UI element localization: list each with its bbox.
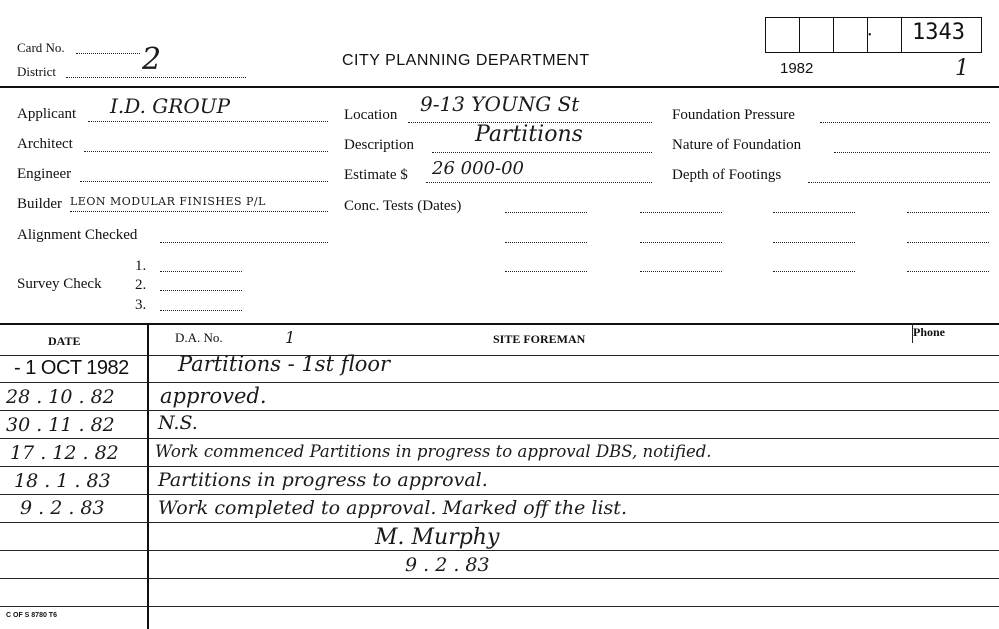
alignment-line bbox=[160, 242, 328, 243]
survey-num-2: 2. bbox=[135, 277, 147, 293]
architect-label: Architect bbox=[17, 136, 73, 152]
department-title: CITY PLANNING DEPARTMENT bbox=[342, 52, 590, 69]
depth-footings-label: Depth of Footings bbox=[672, 167, 782, 183]
form-code: C OF S 8780 T6 bbox=[6, 612, 57, 619]
table-row-date: - 1 OCT 1982 bbox=[14, 357, 129, 379]
survey-num-1: 1. bbox=[135, 258, 147, 274]
table-row-note: N.S. bbox=[158, 412, 198, 434]
conc-line-8 bbox=[907, 242, 989, 243]
conc-line-10 bbox=[640, 271, 722, 272]
table-row-note: Partitions in progress to approval. bbox=[158, 469, 488, 491]
row-line-10 bbox=[0, 606, 999, 607]
row-line-8 bbox=[0, 550, 999, 551]
foundation-pressure-line bbox=[820, 122, 990, 123]
card-number: 1343 bbox=[912, 20, 965, 45]
table-row-date: 30 . 11 . 82 bbox=[6, 414, 115, 436]
location-label: Location bbox=[344, 107, 398, 123]
builder-value: LEON MODULAR FINISHES P/L bbox=[70, 195, 266, 208]
builder-line bbox=[70, 211, 328, 212]
da-no-header: D.A. No. bbox=[175, 330, 223, 345]
table-top-rule bbox=[0, 323, 999, 325]
date-header: DATE bbox=[48, 334, 81, 348]
engineer-line bbox=[80, 181, 328, 182]
district-value: 2 bbox=[142, 42, 162, 77]
builder-label: Builder bbox=[17, 196, 62, 212]
table-row-date: 17 . 12 . 82 bbox=[10, 442, 119, 464]
table-row-note: Work commenced Partitions in progress to approval DBS, notified. bbox=[155, 442, 712, 461]
foundation-pressure-label: Foundation Pressure bbox=[672, 107, 795, 123]
table-row-date: 9 . 2 . 83 bbox=[20, 497, 105, 519]
description-line bbox=[432, 152, 652, 153]
row-line-2 bbox=[0, 382, 999, 383]
header-rule bbox=[0, 86, 999, 88]
row-line-4 bbox=[0, 438, 999, 439]
conc-line-4 bbox=[907, 212, 989, 213]
survey-num-3: 3. bbox=[135, 297, 147, 313]
architect-line bbox=[84, 151, 328, 152]
row-line-9 bbox=[0, 578, 999, 579]
nature-foundation-line bbox=[834, 152, 990, 153]
conc-line-9 bbox=[505, 271, 587, 272]
table-row-note: approved. bbox=[160, 384, 267, 408]
signature-date: 9 . 2 . 83 bbox=[405, 554, 490, 576]
row-line-3 bbox=[0, 410, 999, 411]
row-line-7 bbox=[0, 522, 999, 523]
applicant-value: I.D. GROUP bbox=[110, 94, 231, 118]
da-no-value: 1 bbox=[285, 328, 296, 347]
table-row-note: Work completed to approval. Marked off the list. bbox=[158, 497, 627, 519]
estimate-value: 26 000-00 bbox=[432, 158, 524, 179]
survey-line-3 bbox=[160, 310, 242, 311]
site-foreman-header: SITE FOREMAN bbox=[493, 332, 586, 346]
estimate-label: Estimate $ bbox=[344, 167, 408, 183]
conc-tests-label: Conc. Tests (Dates) bbox=[344, 198, 462, 214]
nature-foundation-label: Nature of Foundation bbox=[672, 137, 802, 153]
phone-header: Phone bbox=[913, 325, 946, 339]
date-column-divider bbox=[147, 323, 149, 629]
engineer-label: Engineer bbox=[17, 166, 72, 182]
conc-line-12 bbox=[907, 271, 989, 272]
conc-line-1 bbox=[505, 212, 587, 213]
alignment-label: Alignment Checked bbox=[17, 227, 138, 243]
applicant-line bbox=[88, 121, 328, 122]
location-value: 9-13 YOUNG St bbox=[420, 92, 580, 116]
depth-footings-line bbox=[808, 182, 990, 183]
district-label: District bbox=[17, 64, 56, 79]
applicant-label: Applicant bbox=[17, 106, 77, 122]
signature: M. Murphy bbox=[375, 525, 500, 550]
sheet-number: 1 bbox=[955, 56, 969, 81]
table-row-date: 28 . 10 . 82 bbox=[6, 386, 115, 408]
conc-line-11 bbox=[773, 271, 855, 272]
estimate-line bbox=[426, 182, 652, 183]
row-line-6 bbox=[0, 494, 999, 495]
conc-line-2 bbox=[640, 212, 722, 213]
survey-label: Survey Check bbox=[17, 276, 102, 292]
conc-line-7 bbox=[773, 242, 855, 243]
row-line-1 bbox=[0, 355, 999, 356]
box-mark: • bbox=[868, 30, 872, 41]
description-value: Partitions bbox=[475, 122, 583, 147]
district-line bbox=[66, 77, 246, 78]
card-no-label: Card No. bbox=[17, 40, 65, 55]
card-no-line bbox=[76, 53, 140, 54]
table-row-date: 18 . 1 . 83 bbox=[14, 470, 111, 492]
table-row-note: Partitions - 1st floor bbox=[178, 352, 391, 376]
description-label: Description bbox=[344, 137, 414, 153]
conc-line-3 bbox=[773, 212, 855, 213]
conc-line-5 bbox=[505, 242, 587, 243]
row-line-5 bbox=[0, 466, 999, 467]
survey-line-2 bbox=[160, 290, 242, 291]
year: 1982 bbox=[780, 60, 814, 77]
conc-line-6 bbox=[640, 242, 722, 243]
survey-line-1 bbox=[160, 271, 242, 272]
